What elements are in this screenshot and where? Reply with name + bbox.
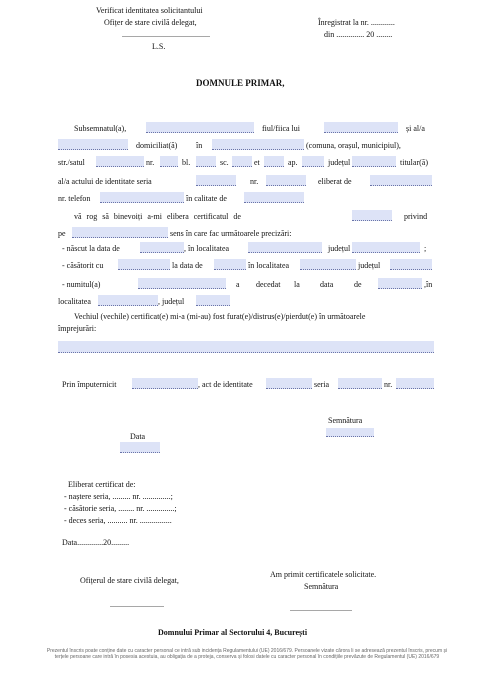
applicant-name-field[interactable] <box>146 122 254 133</box>
label-issued-by: eliberat de <box>318 177 352 186</box>
id-number-field[interactable] <box>266 175 306 186</box>
floor-field[interactable] <box>264 156 284 167</box>
street-number-field[interactable] <box>160 156 178 167</box>
semicolon: ; <box>424 244 427 253</box>
received-signature-dots: ............................... <box>290 604 352 613</box>
label-marriage-county: județul <box>358 261 381 270</box>
label-fiul-fiica: fiul/fiica lui <box>262 124 300 133</box>
label-born-date: - născut la data de <box>62 244 120 253</box>
birth-county-field[interactable] <box>352 242 420 253</box>
label-id-series: al/a actului de identitate seria <box>58 177 152 186</box>
deceased-name-field[interactable] <box>138 278 226 289</box>
label-si-al-a: și al/a <box>406 124 425 133</box>
label-staircase: sc. <box>220 158 229 167</box>
label-a: a <box>236 280 240 289</box>
received-signature-label: Semnătura <box>304 582 339 591</box>
label-named-person: - numitul(a) <box>62 280 101 289</box>
label-pe: pe <box>58 229 66 238</box>
spouse-name-field[interactable] <box>118 259 170 270</box>
birth-date-field[interactable] <box>140 242 184 253</box>
registered-number-label: Înregistrat la nr. ............ <box>318 18 395 27</box>
signature-field[interactable] <box>326 428 374 437</box>
date-label: Data <box>130 432 146 441</box>
father-name-field[interactable] <box>324 122 398 133</box>
proxy-id-field[interactable] <box>266 378 312 389</box>
label-death-locality: localitatea <box>58 297 91 306</box>
label-birth-locality: , în localitatea <box>184 244 230 253</box>
proxy-series-field[interactable] <box>338 378 382 389</box>
page-title: DOMNULE PRIMAR, <box>196 78 285 88</box>
apartment-field[interactable] <box>302 156 324 167</box>
certificate-type-field[interactable] <box>352 210 392 221</box>
label-privind: privind <box>404 212 428 221</box>
label-id-number: nr. <box>250 177 259 186</box>
verified-identity-label: Verificat identitatea solicitantului <box>96 6 203 15</box>
officer-signature-dots: ............................................ <box>122 30 210 39</box>
issued-marriage: - căsătorie seria, ........ nr. ..............; <box>64 504 177 513</box>
issued-title: Eliberat certificat de: <box>68 480 136 489</box>
circumstances-field[interactable] <box>58 341 434 353</box>
death-date-field[interactable] <box>378 278 422 289</box>
person-name-field[interactable] <box>72 227 168 238</box>
proxy-number-field[interactable] <box>396 378 434 389</box>
label-in: în <box>196 141 203 150</box>
lost-certificate-text: Vechiul (vechile) certificat(e) mi-a (mi-au) fost furat(e)/distrus(e)/pierdut(e) în următoarele <box>74 312 366 321</box>
label-decedat: decedat <box>256 280 281 289</box>
marriage-date-field[interactable] <box>214 259 246 270</box>
label-comuna-oras: (comuna, orașul, municipiul), <box>306 141 401 150</box>
phone-field[interactable] <box>100 192 184 203</box>
officer-bottom-dots: ........................... <box>110 600 164 609</box>
birth-locality-field[interactable] <box>248 242 322 253</box>
label-proxy-number: nr. <box>384 380 393 389</box>
label-proxy-series: seria <box>314 380 330 389</box>
label-domiciliat: domiciliat(ă) <box>136 141 178 150</box>
marriage-county-field[interactable] <box>390 259 432 270</box>
marriage-locality-field[interactable] <box>300 259 356 270</box>
locality-field[interactable] <box>212 139 304 150</box>
label-apartment: ap. <box>288 158 298 167</box>
label-proxy: Prin împuternicit <box>62 380 117 389</box>
street-field[interactable] <box>96 156 144 167</box>
label-phone: nr. telefon <box>58 194 91 203</box>
label-data: data <box>320 280 334 289</box>
date-field[interactable] <box>120 442 160 453</box>
label-subsemnatul: Subsemnatul(a), <box>74 124 127 133</box>
county-field[interactable] <box>352 156 396 167</box>
officer-label: Ofițer de stare civilă delegat, <box>104 18 197 27</box>
id-series-field[interactable] <box>196 175 236 186</box>
label-in-comma: ,în <box>424 280 433 289</box>
mother-name-field[interactable] <box>58 139 128 150</box>
label-street-number: nr. <box>146 158 155 167</box>
death-locality-field[interactable] <box>98 295 158 306</box>
label-street: str./satul <box>58 158 85 167</box>
label-county: județul <box>328 158 351 167</box>
id-issued-by-field[interactable] <box>370 175 432 186</box>
bottom-date: Data.............20......... <box>62 538 130 547</box>
addressee: Domnului Primar al Sectorului 4, București <box>158 628 308 637</box>
label-proxy-id: , act de identitate <box>198 380 253 389</box>
death-county-field[interactable] <box>196 295 230 306</box>
signature-label: Semnătura <box>328 416 363 425</box>
block-field[interactable] <box>196 156 216 167</box>
issued-birth: - naștere seria, ......... nr. ..............; <box>64 492 173 501</box>
label-sens: sens în care fac următoarele precizări: <box>170 229 292 238</box>
label-de: de <box>354 280 362 289</box>
label-block: bl. <box>182 158 191 167</box>
label-circumstances: împrejurări: <box>58 324 97 333</box>
registered-date-label: din .............. 20 ........ <box>324 30 393 39</box>
received-label: Am primit certificatele solicitate. <box>270 570 377 579</box>
privacy-footer: Prezentul înscris poate conține date cu caracter personal ce intră sub incidența Regulamentului (UE) 2016/679. Persoanele vizate cărora li se adresează prezentul înscris, precum și terțele persoane care intră în posesia acestuia, au obligația de a proteja, conserva și folosi datele cu caracter personal în condițiile prevăzute de Regulamentul (UE) 2016/679 <box>46 648 448 660</box>
label-married-to: - căsătorit cu <box>62 261 104 270</box>
officer-bottom-label: Ofițerul de stare civilă delegat, <box>80 576 179 585</box>
label-birth-county: județul <box>328 244 351 253</box>
proxy-name-field[interactable] <box>132 378 198 389</box>
label-titular: titular(ă) <box>400 158 428 167</box>
label-floor: et <box>254 158 260 167</box>
ls-stamp-label: L.S. <box>152 42 166 51</box>
label-marriage-date: la data de <box>172 261 203 270</box>
label-capacity: în calitate de <box>186 194 227 203</box>
request-text: vă rog să binevoiți a-mi elibera certificatul de <box>74 212 241 221</box>
staircase-field[interactable] <box>232 156 252 167</box>
label-death-county: , județul <box>158 297 185 306</box>
capacity-field[interactable] <box>244 192 304 203</box>
label-la: la <box>294 280 300 289</box>
label-marriage-locality: în localitatea <box>248 261 290 270</box>
issued-death: - deces seria, .......... nr. ................ <box>64 516 172 525</box>
